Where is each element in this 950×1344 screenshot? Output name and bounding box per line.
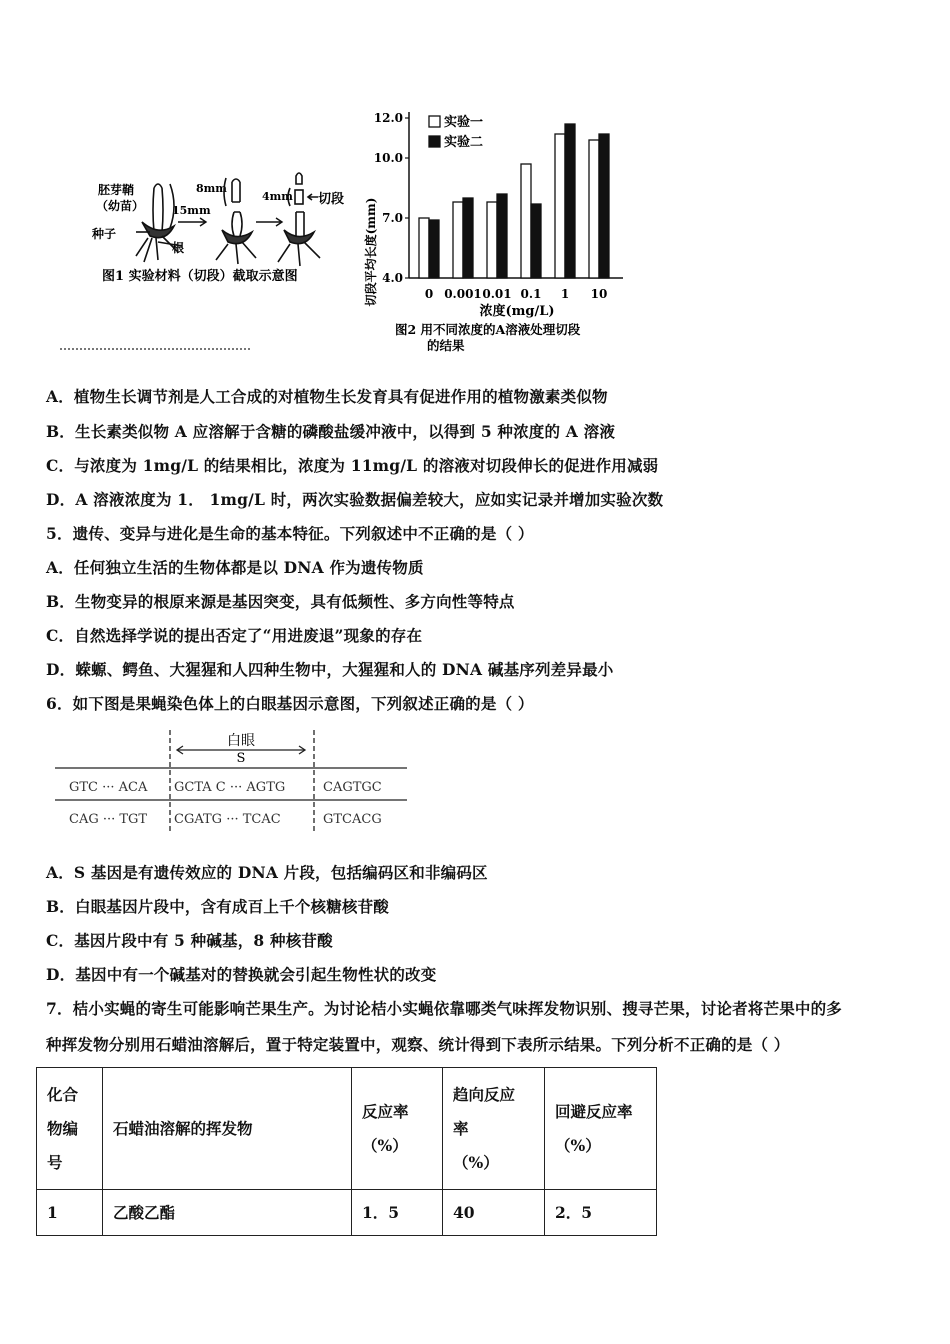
- legend-swatch: [429, 136, 440, 147]
- chart-bar-exp2: [429, 220, 439, 278]
- chart-y-tick-label: 12.0: [373, 111, 403, 125]
- chart-x-tick-label: 0.001: [444, 287, 482, 301]
- header-cell-line: 趋向反应: [453, 1084, 516, 1104]
- len8-label: 8mm: [196, 182, 227, 195]
- q4-option-c: C．与浓度为 1mg/L 的结果相比，浓度为 11mg/L 的溶液对切段伸长的促进作用减弱: [46, 456, 659, 475]
- q4-option-b: B．生长素类似物 A 应溶解于含糖的磷酸盐缓冲液中，以得到 5 种浓度的 A 溶液: [46, 422, 616, 441]
- chart-bar-exp1: [521, 164, 531, 278]
- bottom-strand-mid: CGATG ··· TCAC: [174, 812, 281, 827]
- root-label: 根: [172, 241, 185, 255]
- q5-option-a: A．任何独立生活的生物体都是以 DNA 作为遗传物质: [46, 558, 424, 577]
- q5-stem: 5．遗传、变异与进化是生命的基本特征。下列叙述中不正确的是（ ）: [46, 524, 534, 543]
- header-volatile: [103, 1068, 352, 1190]
- header-avoidance-rate: [545, 1068, 657, 1190]
- header-cell-line: 化合: [47, 1084, 79, 1104]
- table-row: [37, 1190, 657, 1236]
- bottom-strand-right: GTCACG: [323, 812, 382, 827]
- header-attraction-rate: [443, 1068, 545, 1190]
- chart-bar-exp1: [555, 134, 565, 278]
- legend-label: 实验二: [444, 135, 484, 150]
- header-cell-line: 回避反应率: [555, 1101, 633, 1121]
- chart-x-tick-label: 10: [590, 287, 608, 301]
- arrow-2-icon: [256, 218, 282, 226]
- seed-label: 种子: [92, 227, 117, 241]
- chart-bar-exp2: [531, 204, 541, 278]
- chart-bar-exp1: [453, 202, 463, 278]
- white-eye-gene-diagram: [55, 728, 415, 836]
- table-cell: 1: [37, 1190, 103, 1236]
- chart-title-line2: 的结果: [427, 338, 465, 353]
- header-cell-line: 石蜡油溶解的挥发物: [113, 1118, 253, 1138]
- header-compound-no: [37, 1068, 103, 1190]
- coleoptile-label-1: 胚芽鞘: [98, 183, 135, 197]
- arrow-1-icon: [178, 218, 206, 226]
- table-header-row: [37, 1068, 657, 1190]
- q5-option-b: B．生物变异的根原来源是基因突变，具有低频性、多方向性等特点: [46, 592, 515, 611]
- header-cell-line: 物编: [47, 1118, 79, 1138]
- header-cell-line: 号: [47, 1152, 63, 1172]
- figure1-caption: 图1 实验材料（切段）截取示意图: [102, 269, 298, 284]
- chart-y-tick-label: 4.0: [382, 271, 403, 285]
- table-cell: 乙酸乙酯: [103, 1190, 352, 1236]
- figure2-bar-chart: [355, 102, 645, 360]
- top-strand-mid: GCTA C ··· AGTG: [174, 780, 286, 795]
- gene-label: 白眼: [227, 733, 255, 749]
- header-response-rate: [352, 1068, 443, 1190]
- bottom-strand-left: CAG ··· TGT: [69, 812, 148, 827]
- q7-stem-line1: 7．桔小实蝇的寄生可能影响芒果生产。为讨论桔小实蝇依靠哪类气味挥发物识别、搜寻芒果，讨论者将芒果中的多: [46, 999, 842, 1018]
- figure1-seedling-diagram: [86, 170, 356, 288]
- q4-option-d: D．A 溶液浓度为 1． 1mg/L 时，两次实验数据偏差较大，应如实记录并增加实验次数: [46, 490, 664, 509]
- table-cell: 1．5: [352, 1190, 443, 1236]
- legend-label: 实验一: [444, 115, 484, 130]
- len4-label: 4mm: [262, 190, 293, 203]
- segment-label: 切段: [318, 192, 345, 207]
- q5-option-d: D．蝾螈、鳄鱼、大猩猩和人四种生物中，大猩猩和人的 DNA 碱基序列差异最小: [46, 660, 614, 679]
- chart-bar-exp2: [463, 198, 473, 278]
- chart-bar-exp1: [589, 140, 599, 278]
- header-cell-line: （%）: [453, 1152, 499, 1172]
- chart-x-tick-label: 0.1: [520, 287, 542, 301]
- top-strand-right: CAGTGC: [323, 780, 382, 795]
- chart-bar-exp2: [599, 134, 609, 278]
- table-cell: 40: [443, 1190, 545, 1236]
- chart-x-tick-label: 0.01: [482, 287, 512, 301]
- q6-option-a: A．S 基因是有遗传效应的 DNA 片段，包括编码区和非编码区: [46, 863, 488, 882]
- q6-option-b: B．白眼基因片段中，含有成百上千个核糖核苷酸: [46, 897, 390, 916]
- table-cell: 2．5: [545, 1190, 657, 1236]
- chart-y-tick-label: 10.0: [373, 151, 403, 165]
- q7-stem-line2: 种挥发物分别用石蜡油溶解后，置于特定装置中，观察、统计得到下表所示结果。下列分析不正确的是（ ）: [46, 1035, 790, 1054]
- q6-stem: 6．如下图是果蝇染色体上的白眼基因示意图，下列叙述正确的是（ ）: [46, 694, 534, 713]
- q6-option-c: C．基因片段中有 5 种碱基，8 种核苷酸: [46, 931, 333, 950]
- chart-title-line1: 图2 用不同浓度的A溶液处理切段: [395, 322, 581, 337]
- chart-x-tick-label: 0: [424, 287, 434, 301]
- chart-bar-exp2: [497, 194, 507, 278]
- seedling-segment-icon: [278, 173, 320, 266]
- q5-option-c: C．自然选择学说的提出否定了“用进废退”现象的存在: [46, 626, 423, 645]
- q6-option-d: D．基因中有一个碱基对的替换就会引起生物性状的改变: [46, 965, 437, 984]
- chart-x-tick-label: 1: [560, 287, 570, 301]
- chart-ylabel: 切段平均长度(mm): [364, 197, 378, 307]
- legend-swatch: [429, 116, 440, 127]
- chart-xlabel: 浓度(mg/L): [479, 304, 555, 319]
- top-strand-left: GTC ··· ACA: [69, 780, 148, 795]
- header-cell-line: 率: [453, 1118, 469, 1138]
- header-cell-line: 反应率: [362, 1101, 409, 1121]
- chart-y-tick-label: 7.0: [382, 211, 403, 225]
- len15-label: 15mm: [172, 204, 211, 217]
- header-cell-line: （%）: [555, 1135, 601, 1155]
- chart-bar-exp1: [487, 202, 497, 278]
- coleoptile-label-2: （幼苗）: [96, 199, 145, 213]
- scan-artifact: [60, 348, 250, 354]
- chart-bar-exp2: [565, 124, 575, 278]
- volatile-results-table: [36, 1067, 657, 1236]
- header-cell-line: （%）: [362, 1135, 408, 1155]
- gene-symbol: S: [236, 751, 246, 766]
- chart-bar-exp1: [419, 218, 429, 278]
- q4-option-a: A．植物生长调节剂是人工合成的对植物生长发育具有促进作用的植物激素类似物: [46, 387, 608, 406]
